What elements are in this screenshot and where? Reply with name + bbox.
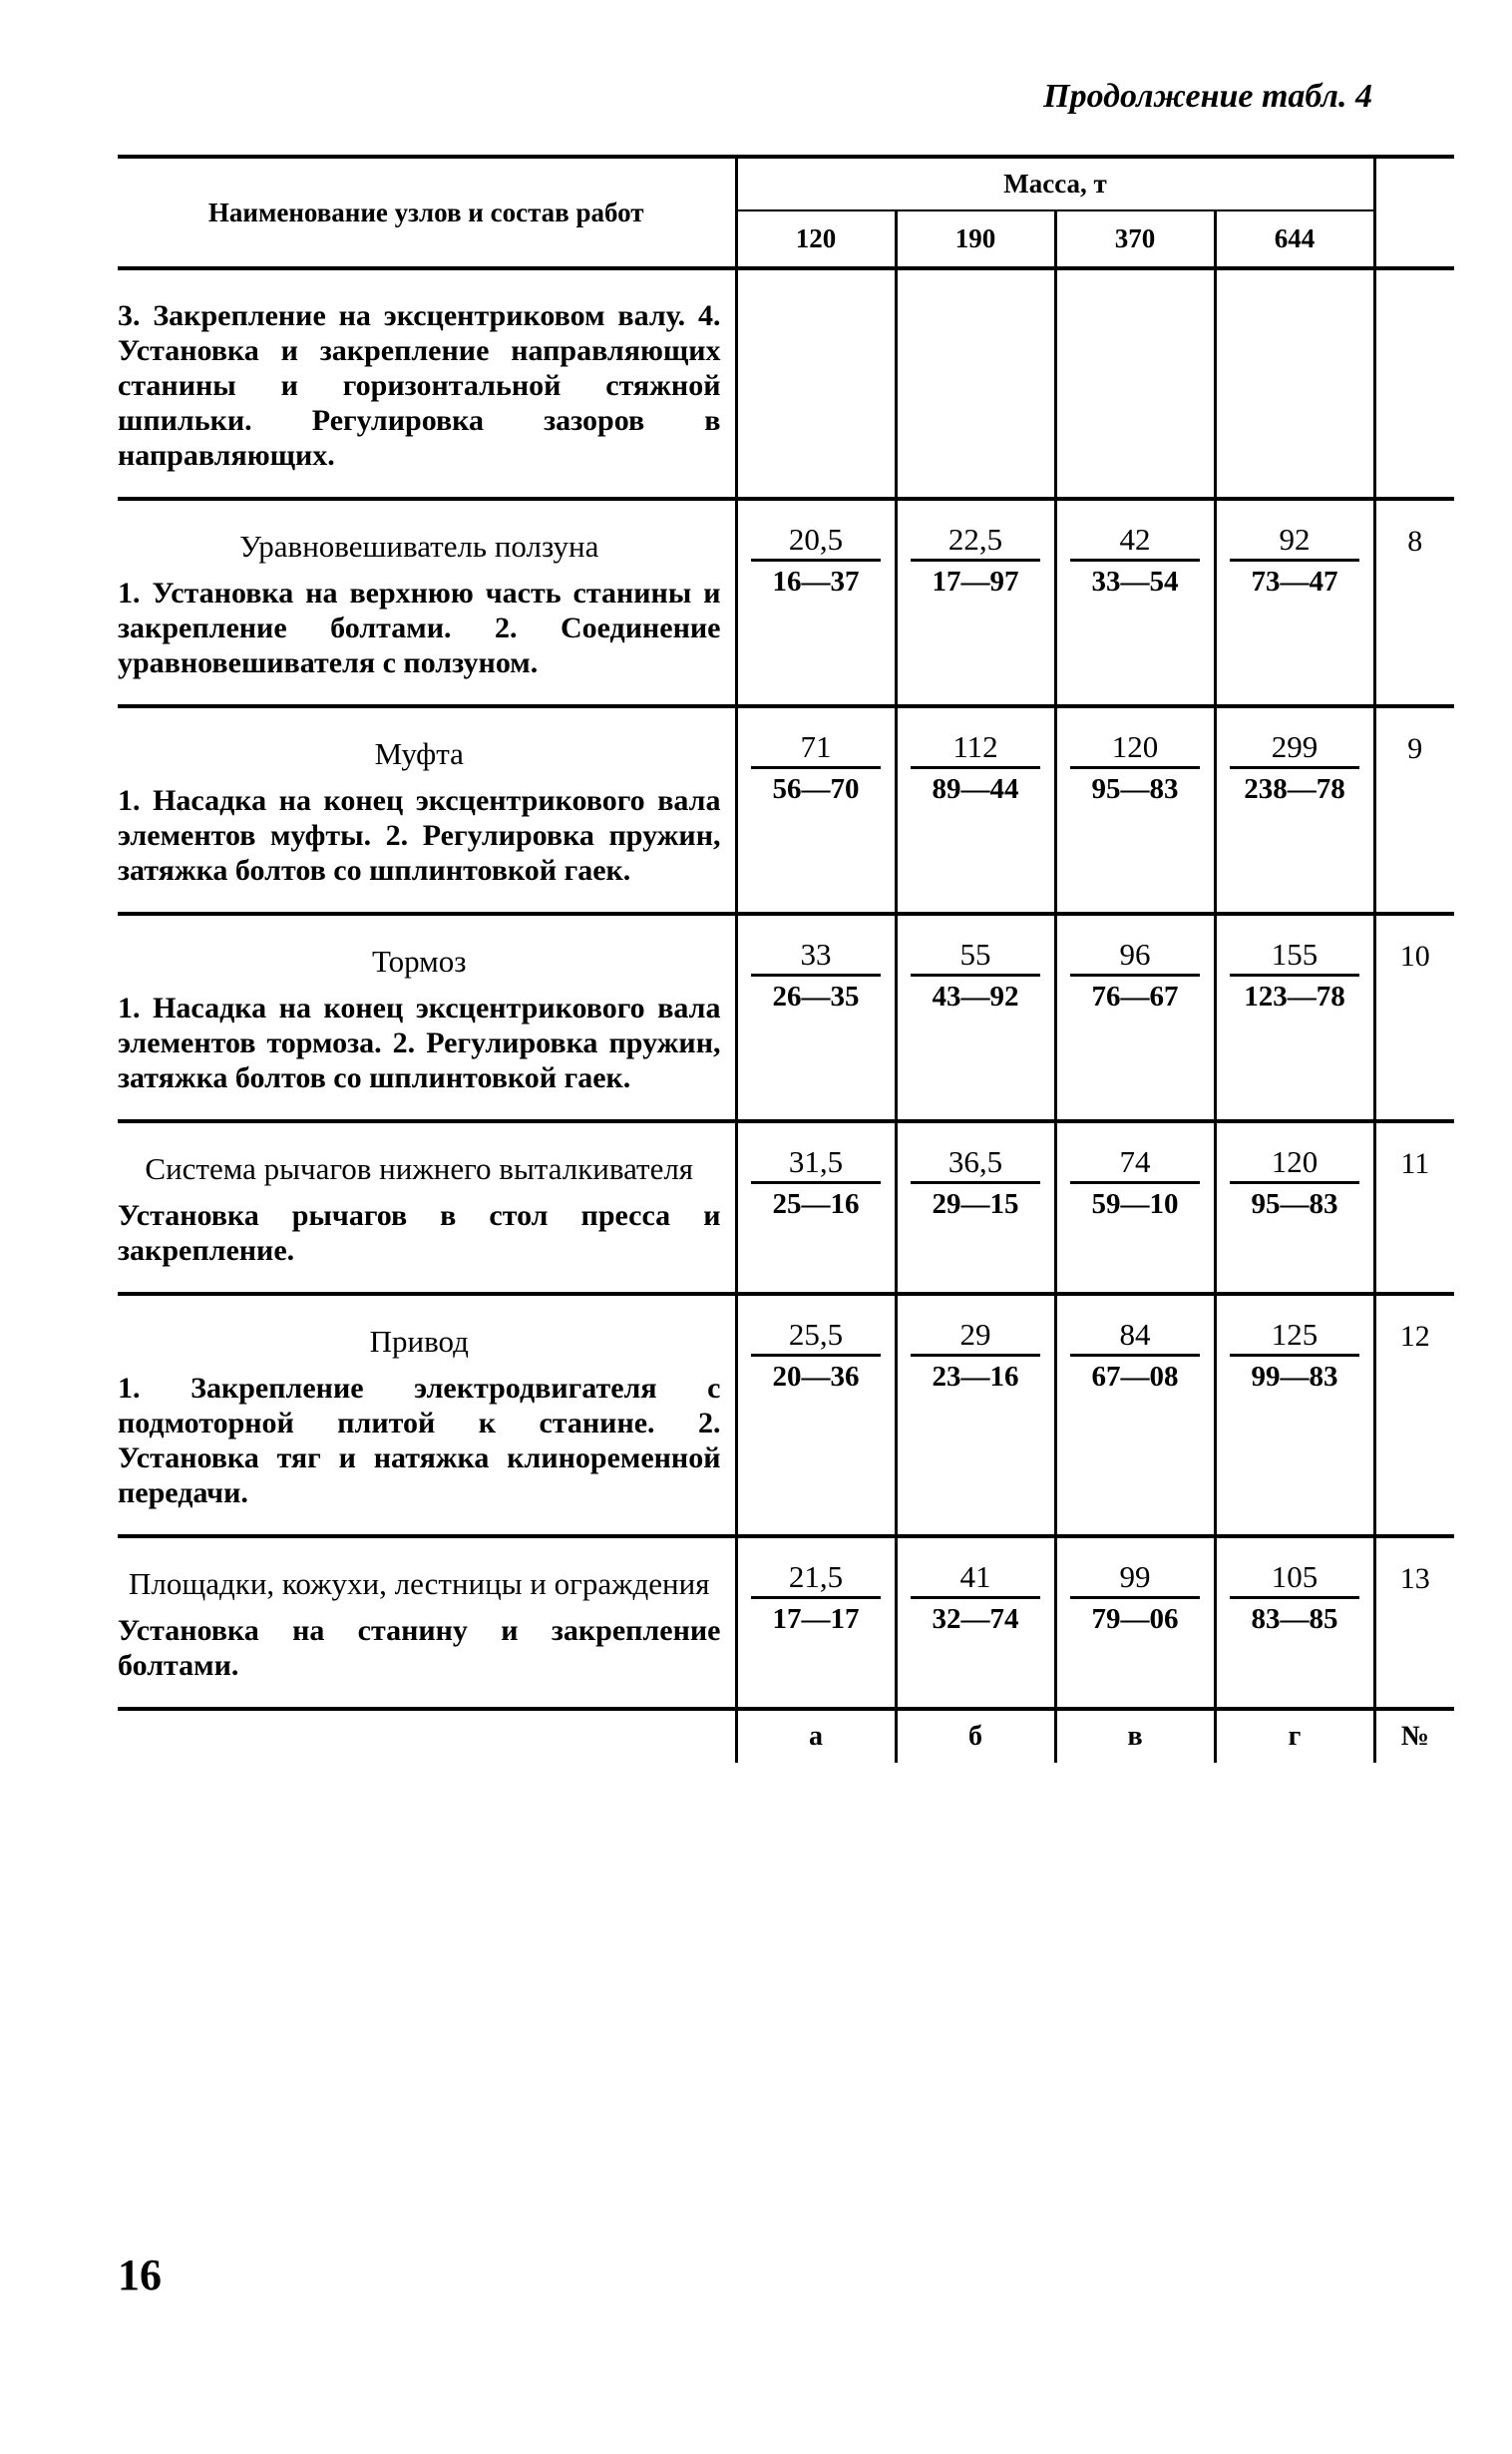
empty-cell: [1055, 268, 1215, 499]
price-value: 123—78: [1244, 981, 1345, 1013]
empty-cell: [118, 1709, 736, 1763]
norm-fraction: [1230, 728, 1359, 809]
price-value: 95—83: [1091, 773, 1179, 805]
norm-value-cell: [896, 706, 1055, 914]
price-value: 67—08: [1091, 1361, 1179, 1393]
mass-header: Масса, т: [736, 157, 1374, 210]
unit-name: Тормоз: [372, 944, 467, 979]
price-value: 56—70: [772, 773, 860, 805]
row-number: 8: [1374, 499, 1454, 706]
time-norm: 71: [751, 728, 881, 769]
norm-value-cell: [896, 914, 1055, 1121]
row-number: 9: [1374, 706, 1454, 914]
time-norm: 96: [1070, 936, 1200, 977]
time-norm: 99: [1070, 1558, 1200, 1599]
price-value: 79—06: [1091, 1603, 1179, 1635]
column-index: г: [1215, 1709, 1374, 1763]
norm-value-cell: [736, 1536, 896, 1709]
price-value: 32—74: [932, 1603, 1019, 1635]
work-description: [118, 499, 736, 706]
norm-fraction: [911, 1316, 1040, 1397]
norm-value-cell: [1055, 706, 1215, 914]
table-row: [118, 268, 1454, 499]
row-number: 10: [1374, 914, 1454, 1121]
table-row: [118, 706, 1454, 914]
time-norm: 22,5: [911, 521, 1040, 562]
mass-column-header: 120: [736, 210, 896, 268]
work-steps: 1. Насадка на конец эксцентрикового вала элементов муфты. 2. Регулировка пружин, затяжка болтов со шплинтовкой гаек.: [118, 784, 721, 887]
continuation-work-text: 3. Закрепление на эксцентриковом валу. 4. Установка и закрепление направляющих станины и горизонтальной стяжной шпильки. Регулировка зазоров в направляющих.: [118, 268, 736, 499]
norm-value-cell: [896, 1536, 1055, 1709]
norm-value-cell: [1215, 499, 1374, 706]
time-norm: 33: [751, 936, 881, 977]
norm-fraction: [1070, 521, 1200, 602]
price-value: 59—10: [1091, 1188, 1179, 1220]
column-index: в: [1055, 1709, 1215, 1763]
column-index: б: [896, 1709, 1055, 1763]
norm-value-cell: [1055, 499, 1215, 706]
column-index-row: [118, 1709, 1454, 1763]
norm-fraction: [1070, 1143, 1200, 1224]
unit-name: Система рычагов нижнего выталкивателя: [145, 1151, 694, 1186]
table-row: [118, 499, 1454, 706]
price-value: 17—17: [772, 1603, 860, 1635]
price-value: 89—44: [932, 773, 1019, 805]
norm-value-cell: [896, 499, 1055, 706]
column-index: №: [1400, 1721, 1429, 1752]
time-norm: 155: [1230, 936, 1359, 977]
norm-value-cell: [1055, 1121, 1215, 1294]
norm-value-cell: [1215, 1121, 1374, 1294]
time-norm: 55: [911, 936, 1040, 977]
norm-fraction: [1070, 936, 1200, 1017]
mass-column-header: 370: [1055, 210, 1215, 268]
norms-table: [118, 155, 1454, 1763]
time-norm: 125: [1230, 1316, 1359, 1357]
time-norm: 41: [911, 1558, 1040, 1599]
norm-value-cell: [1215, 1294, 1374, 1536]
norm-value-cell: [1215, 1536, 1374, 1709]
table-continuation-note: Продолжение табл. 4: [1043, 78, 1372, 115]
norm-fraction: [1230, 1316, 1359, 1397]
empty-cell: [1215, 268, 1374, 499]
price-value: 238—78: [1244, 773, 1345, 805]
price-value: 16—37: [772, 566, 860, 598]
work-steps: 1. Насадка на конец эксцентрикового вала элементов тормоза. 2. Регулировка пружин, затяжка болтов со шплинтовкой гаек.: [118, 992, 721, 1094]
norm-fraction: [1070, 1316, 1200, 1397]
norm-fraction: [911, 728, 1040, 809]
time-norm: 21,5: [751, 1558, 881, 1599]
time-norm: 120: [1070, 728, 1200, 769]
norm-value-cell: [736, 914, 896, 1121]
norm-fraction: [751, 521, 881, 602]
price-value: 73—47: [1251, 566, 1338, 598]
work-steps: Установка на станину и закрепление болтами.: [118, 1614, 721, 1682]
row-number: 12: [1374, 1294, 1454, 1536]
norm-value-cell: [896, 1294, 1055, 1536]
price-value: 26—35: [772, 981, 860, 1013]
time-norm: 112: [911, 728, 1040, 769]
price-value: 17—97: [932, 566, 1019, 598]
row-number: 11: [1374, 1121, 1454, 1294]
time-norm: 120: [1230, 1143, 1359, 1184]
price-value: 20—36: [772, 1361, 860, 1393]
work-steps: Установка рычагов в стол пресса и закрепление.: [118, 1199, 721, 1267]
norm-fraction: [1230, 936, 1359, 1017]
norm-value-cell: [1055, 1294, 1215, 1536]
work-description: [118, 1294, 736, 1536]
work-steps: 1. Установка на верхнюю часть станины и закрепление болтами. 2. Соединение уравновешивателя с ползуном.: [118, 577, 721, 679]
norm-value-cell: [896, 1121, 1055, 1294]
name-column-header: Наименование узлов и состав работ: [118, 157, 736, 268]
norm-fraction: [751, 1558, 881, 1639]
number-column-header: [1374, 157, 1454, 268]
time-norm: 92: [1230, 521, 1359, 562]
price-value: 43—92: [932, 981, 1019, 1013]
unit-name: Муфта: [374, 736, 464, 771]
price-value: 83—85: [1251, 1603, 1338, 1635]
work-description: [118, 1121, 736, 1294]
mass-column-header: 644: [1215, 210, 1374, 268]
norm-fraction: [751, 1316, 881, 1397]
norm-fraction: [1070, 728, 1200, 809]
time-norm: 20,5: [751, 521, 881, 562]
column-index: а: [736, 1709, 896, 1763]
empty-cell: [1374, 268, 1454, 499]
time-norm: 25,5: [751, 1316, 881, 1357]
table-row: [118, 1121, 1454, 1294]
unit-name: Привод: [369, 1324, 469, 1359]
norm-value-cell: [1215, 914, 1374, 1121]
page-number: 16: [118, 2250, 162, 2299]
price-value: 29—15: [932, 1188, 1019, 1220]
norm-value-cell: [736, 706, 896, 914]
work-description: [118, 914, 736, 1121]
unit-name: Площадки, кожухи, лестницы и ограждения: [129, 1566, 710, 1601]
norm-fraction: [911, 521, 1040, 602]
price-value: 95—83: [1251, 1188, 1338, 1220]
row-number: 13: [1374, 1536, 1454, 1709]
mass-column-header: 190: [896, 210, 1055, 268]
norm-value-cell: [1055, 1536, 1215, 1709]
time-norm: 105: [1230, 1558, 1359, 1599]
norm-value-cell: [736, 1121, 896, 1294]
empty-cell: [736, 268, 896, 499]
norm-value-cell: [736, 1294, 896, 1536]
time-norm: 29: [911, 1316, 1040, 1357]
time-norm: 36,5: [911, 1143, 1040, 1184]
time-norm: 31,5: [751, 1143, 881, 1184]
price-value: 23—16: [932, 1361, 1019, 1393]
price-value: 76—67: [1091, 981, 1179, 1013]
norm-fraction: [751, 936, 881, 1017]
norm-fraction: [911, 936, 1040, 1017]
empty-cell: [896, 268, 1055, 499]
norm-fraction: [1230, 1558, 1359, 1639]
table-row: [118, 914, 1454, 1121]
unit-name: Уравновешиватель ползуна: [239, 529, 599, 564]
norm-fraction: [751, 1143, 881, 1224]
time-norm: 84: [1070, 1316, 1200, 1357]
norm-fraction: [911, 1143, 1040, 1224]
time-norm: 42: [1070, 521, 1200, 562]
norm-value-cell: [736, 499, 896, 706]
time-norm: 74: [1070, 1143, 1200, 1184]
time-norm: 299: [1230, 728, 1359, 769]
work-description: [118, 706, 736, 914]
norm-fraction: [911, 1558, 1040, 1639]
norm-value-cell: [1055, 914, 1215, 1121]
norm-fraction: [1070, 1558, 1200, 1639]
price-value: 99—83: [1251, 1361, 1338, 1393]
norm-value-cell: [1215, 706, 1374, 914]
price-value: 25—16: [772, 1188, 860, 1220]
norm-fraction: [1230, 521, 1359, 602]
work-description: [118, 1536, 736, 1709]
price-value: 33—54: [1091, 566, 1179, 598]
table-row: [118, 1536, 1454, 1709]
work-steps: 1. Закрепление электродвигателя с подмоторной плитой к станине. 2. Установка тяг и натяжка клиноременной передачи.: [118, 1372, 721, 1509]
table-row: [118, 1294, 1454, 1536]
norm-fraction: [1230, 1143, 1359, 1224]
norm-fraction: [751, 728, 881, 809]
